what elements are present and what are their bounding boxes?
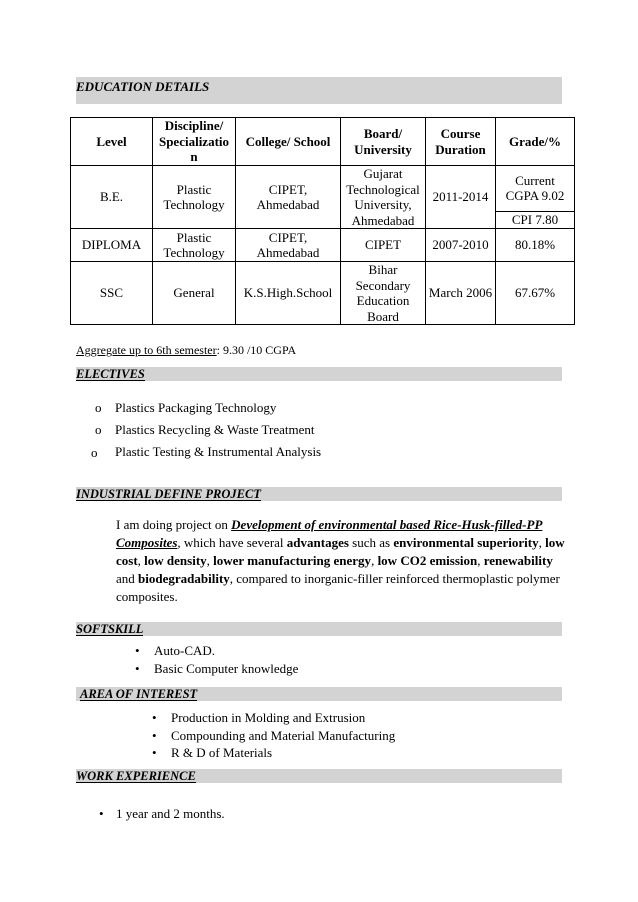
cell-grade-top: Current CGPA 9.02 <box>496 166 575 212</box>
cell-board: Gujarat Technological University, Ahmedabad <box>341 166 426 229</box>
cell-college: CIPET, Ahmedabad <box>236 229 341 262</box>
cell-grade: 67.67% <box>496 262 575 325</box>
cell-college: CIPET, Ahmedabad <box>236 166 341 229</box>
cell-board: Bihar Secondary Education Board <box>341 262 426 325</box>
cell-level: SSC <box>71 262 153 325</box>
education-heading-band <box>76 77 562 104</box>
circle-bullet-icon: o <box>95 400 102 415</box>
list-item-label: Plastics Packaging Technology <box>115 400 277 415</box>
header-college: College/ School <box>236 118 341 166</box>
list-item <box>99 803 225 825</box>
education-table <box>70 117 575 325</box>
project-heading-band <box>76 487 562 501</box>
cell-discipline: Plastic Technology <box>153 229 236 262</box>
list-item <box>152 709 395 727</box>
table-row <box>71 166 575 212</box>
aggregate-line <box>76 343 296 358</box>
bullet-icon: • <box>152 710 157 725</box>
cell-grade: 80.18% <box>496 229 575 262</box>
interest-heading: AREA OF INTEREST <box>80 687 198 701</box>
cell-duration: 2007-2010 <box>426 229 496 262</box>
electives-list <box>91 397 322 463</box>
cell-discipline: Plastic Technology <box>153 166 236 229</box>
interest-list <box>152 709 396 762</box>
cell-board: CIPET <box>341 229 426 262</box>
bullet-icon: • <box>135 643 140 658</box>
list-item <box>95 397 321 419</box>
cell-grade-bottom: CPI 7.80 <box>496 211 575 228</box>
bullet-icon: • <box>99 806 104 821</box>
header-discipline: Discipline/ Specializatio n <box>153 118 236 166</box>
project-heading: INDUSTRIAL DEFINE PROJECT <box>76 487 261 501</box>
circle-bullet-icon: o <box>91 445 98 460</box>
cell-discipline: General <box>153 262 236 325</box>
bullet-icon: • <box>135 660 140 676</box>
list-item <box>152 727 396 745</box>
list-item-label: Plastics Recycling & Waste Treatment <box>115 422 315 437</box>
softskill-heading-band <box>76 622 562 636</box>
work-list <box>99 803 225 825</box>
electives-heading: ELECTIVES <box>76 367 145 381</box>
cell-level: B.E. <box>71 166 153 229</box>
circle-bullet-icon: o <box>95 422 102 437</box>
header-level: Level <box>71 118 153 166</box>
list-item-label: Production in Molding and Extrusion <box>171 710 366 725</box>
work-heading-band <box>76 769 562 783</box>
softskill-list <box>135 642 299 677</box>
list-item-label: Plastic Testing & Instrumental Analysis <box>115 444 322 459</box>
list-item <box>135 642 298 660</box>
cell-level: DIPLOMA <box>71 229 153 262</box>
list-item-label: R & D of Materials <box>171 745 273 760</box>
cell-college: K.S.High.School <box>236 262 341 325</box>
list-item <box>95 419 321 441</box>
table-row <box>71 262 575 325</box>
bullet-icon: • <box>152 745 157 760</box>
list-item <box>152 744 395 762</box>
interest-heading-band <box>76 687 562 701</box>
project-description: I am doing project on Development of environmental based Rice-Husk-filled-PP Composites, which have several advantages such as environmental superiority, low cost, low density, lower manufacturing energy, low CO2 emission, renewability and biodegradability, compared to inorganic-filler reinforced thermoplastic polymer composites. <box>116 517 565 604</box>
cell-duration: March 2006 <box>426 262 496 325</box>
list-item <box>91 441 322 463</box>
softskill-heading: SOFTSKILL <box>76 622 144 636</box>
header-grade: Grade/% <box>496 118 575 166</box>
education-heading: EDUCATION DETAILS <box>76 79 210 94</box>
header-board: Board/ University <box>341 118 426 166</box>
aggregate-label: Aggregate up to 6th semester <box>76 343 217 357</box>
aggregate-value: : 9.30 /10 CGPA <box>216 343 297 357</box>
bullet-icon: • <box>152 727 157 743</box>
header-duration: Course Duration <box>426 118 496 166</box>
list-item <box>135 660 299 678</box>
list-item-label: Basic Computer knowledge <box>154 660 299 676</box>
cell-duration: 2011-2014 <box>426 166 496 229</box>
table-row <box>71 229 575 262</box>
list-item-label: Compounding and Material Manufacturing <box>171 727 396 743</box>
list-item-label: 1 year and 2 months. <box>116 806 225 821</box>
electives-heading-band <box>76 367 562 381</box>
work-heading: WORK EXPERIENCE <box>76 769 196 783</box>
list-item-label: Auto-CAD. <box>154 643 216 658</box>
table-header-row <box>71 118 575 166</box>
project-title: Development of environmental based Rice-Husk-filled-PP Composites <box>116 517 543 550</box>
